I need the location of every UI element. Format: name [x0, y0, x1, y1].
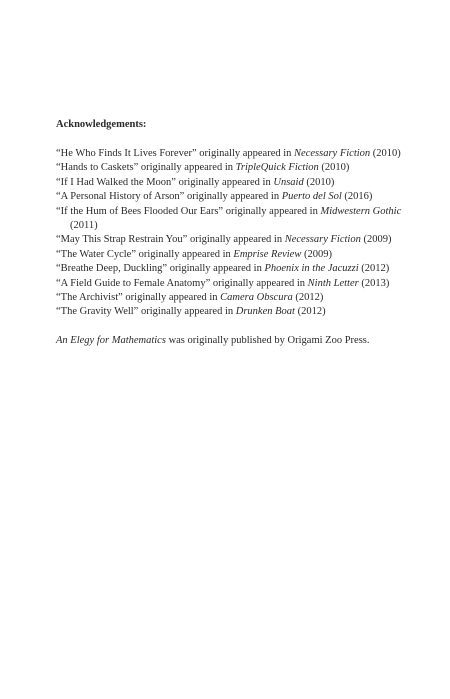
story-title: “Hands to Caskets”: [56, 162, 139, 174]
publication-name: Camera Obscura: [220, 292, 293, 304]
book-title: An Elegy for Mathematics: [56, 334, 166, 346]
entry-text: originally appeared in: [196, 148, 295, 159]
story-title: “The Gravity Well”: [56, 306, 139, 318]
story-title: “A Personal History of Arson”: [56, 191, 185, 203]
entry-text: originally appeared in: [136, 248, 234, 260]
publication-name: Phoenix in the Jacuzzi: [264, 263, 359, 275]
entry-text: originally appeared in: [167, 263, 265, 275]
publication-name: Necessary Fiction: [284, 234, 361, 246]
entry-text: originally appeared in: [184, 191, 282, 203]
story-title: “He Who Finds It Lives Forever”: [56, 148, 197, 159]
entry-text: originally appeared in: [223, 205, 321, 217]
publication-name: TripleQuick Fiction: [235, 162, 319, 174]
publication-name: Ninth Letter: [307, 277, 359, 289]
list-item: [56, 147, 406, 161]
publication-year: (2012): [358, 263, 390, 275]
publication-name: Midwestern Gothic: [320, 205, 402, 217]
publication-year: (2009): [360, 234, 392, 246]
list-item: [56, 277, 406, 291]
list-item: [56, 291, 406, 305]
entry-text: originally appeared in: [138, 306, 236, 318]
publication-name: Unsaid: [273, 176, 304, 188]
page-heading: Acknowledgements:: [56, 119, 147, 130]
publication-year: (2011): [70, 220, 98, 232]
story-title: “If I Had Walked the Moon”: [56, 176, 176, 188]
publication-year: (2013): [358, 277, 390, 289]
publication-year: (2010): [303, 176, 335, 188]
story-title: “Breathe Deep, Duckling”: [56, 263, 168, 275]
list-item: [56, 205, 406, 234]
publication-note: [56, 334, 406, 348]
story-title: “The Archivist”: [56, 292, 123, 304]
entry-text: originally appeared in: [122, 292, 221, 304]
publication-name: Necessary Fiction: [294, 148, 371, 159]
entry-text: originally appeared in: [175, 176, 274, 188]
list-item: [56, 262, 406, 276]
list-item: [56, 161, 406, 175]
entry-text: originally appeared in: [210, 277, 308, 289]
story-title: “May This Strap Restrain You”: [56, 234, 188, 246]
list-item: [56, 233, 406, 247]
list-item: [56, 305, 406, 319]
list-item: [56, 176, 406, 190]
note-text: was originally published by Origami Zoo Press.: [165, 334, 370, 346]
entry-text: originally appeared in: [138, 162, 236, 174]
publication-year: (2016): [341, 191, 373, 203]
publication-year: (2012): [294, 306, 326, 318]
list-item: [56, 190, 406, 204]
story-title: “If the Hum of Bees Flooded Our Ears”: [56, 205, 224, 217]
publication-year: (2009): [301, 248, 332, 260]
story-title: “The Water Cycle”: [56, 248, 137, 260]
story-title: “A Field Guide to Female Anatomy”: [56, 277, 211, 289]
publication-name: Puerto del Sol: [281, 191, 342, 203]
publication-year: (2010): [370, 148, 401, 159]
entry-text: originally appeared in: [187, 234, 285, 246]
acknowledgements-page: [56, 118, 406, 348]
acknowledgements-list: [56, 147, 406, 320]
publication-name: Drunken Boat: [235, 306, 295, 318]
publication-year: (2010): [318, 162, 350, 174]
publication-year: (2012): [292, 292, 324, 304]
list-item: [56, 248, 406, 262]
publication-name: Emprise Review: [233, 248, 302, 260]
